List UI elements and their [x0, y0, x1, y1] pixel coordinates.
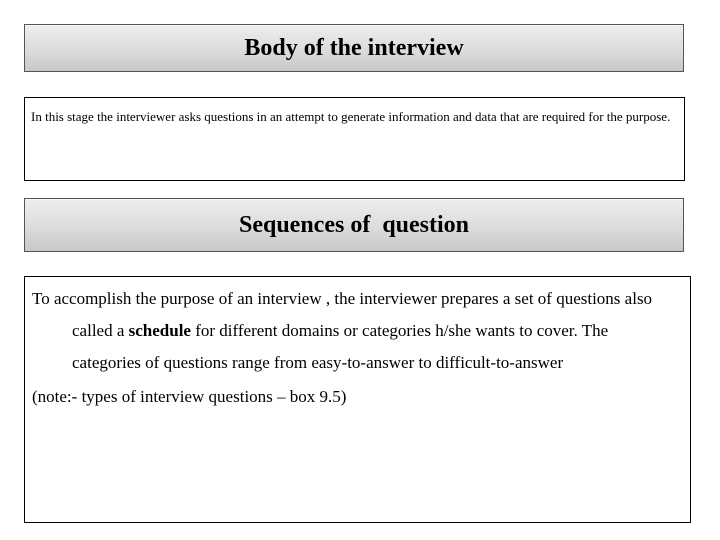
heading-text: Sequences of question [238, 211, 470, 238]
sequences-paragraph [32, 283, 680, 379]
section-heading-body-of-interview [24, 24, 684, 72]
note-text: (note:- types of interview questions – box 9.5) [32, 387, 347, 406]
section-heading-sequences-of-question [24, 198, 684, 252]
paragraph-text-start: To accomplish the purpose of an interview , the interviewer prepares a set of questions also called a [32, 289, 653, 340]
heading-text: Body of the interview [244, 34, 464, 61]
sequences-text-box [24, 276, 691, 523]
body-paragraph: In this stage the interviewer asks questions in an attempt to generate information and data that are required for the purpose. [31, 109, 671, 124]
paragraph-text-end: for different domains or categories h/she wants to cover. The categories of questions range from easy-to-answer to difficult-to-answer [72, 321, 609, 372]
body-of-interview-text-box [24, 97, 685, 181]
schedule-term: schedule [128, 321, 191, 340]
